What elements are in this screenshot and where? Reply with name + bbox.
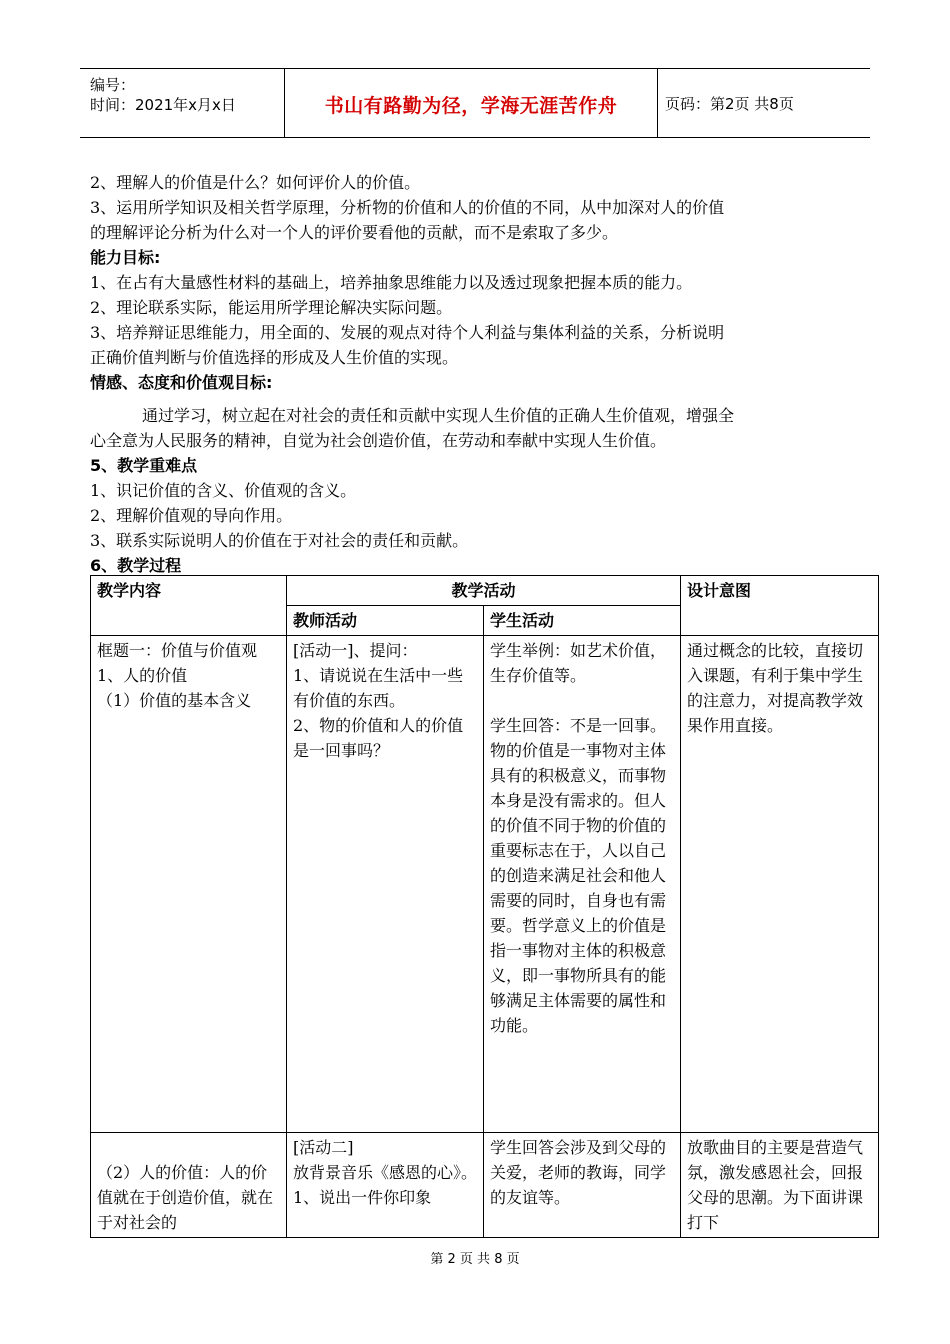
header-design-intent: 设计意图 (681, 576, 879, 636)
objective-line: 2、理解人的价值是什么？如何评价人的价值。 (90, 173, 421, 192)
table-header-row (91, 576, 879, 606)
header-motto-cell (284, 69, 658, 137)
header-page-cell (657, 69, 870, 137)
objective-line: 3、运用所学知识及相关哲学原理，分析物的价值和人的价值的不同，从中加深对人的价值 (90, 198, 725, 217)
intent-cell: 放歌曲目的主要是营造气氛，激发感恩社会，回报父母的思潮。为下面讲课打下 (681, 1133, 879, 1238)
time-label: 时间：2021年x月x日 (90, 96, 236, 114)
header-teaching-content: 教学内容 (91, 576, 287, 636)
page-footer: 第 2 页 共 8 页 (430, 1252, 520, 1267)
table-row (91, 636, 879, 1133)
header-student-activity: 学生活动 (484, 606, 681, 636)
key-point-line: 2、理解价值观的导向作用。 (90, 506, 293, 525)
process-heading: 6、教学过程 (90, 556, 182, 575)
number-label: 编号： (90, 76, 136, 94)
table-row (91, 1133, 879, 1238)
header-teaching-activity: 教学活动 (287, 576, 681, 606)
objective-line: 的理解评论分析为什么对一个人的评价要看他的贡献，而不是索取了多少。 (90, 223, 619, 242)
header-meta (80, 69, 284, 137)
teacher-cell: [活动一]、提问： 1、请说说在生活中一些有价值的东西。 2、物的价值和人的价值是一回事吗？ (287, 636, 484, 1133)
intent-cell: 通过概念的比较，直接切入课题，有利于集中学生的注意力，对提高教学效果作用直接。 (681, 636, 879, 1133)
key-point-line: 1、识记价值的含义、价值观的含义。 (90, 481, 357, 500)
emotion-line: 通过学习，树立起在对社会的责任和贡献中实现人生价值的正确人生价值观，增强全 (142, 406, 735, 425)
content-cell: 框题一：价值与价值观 1、人的价值 （1）价值的基本含义 (91, 636, 287, 1133)
key-points-heading: 5、教学重难点 (90, 456, 198, 475)
page-info: 页码：第2页 共8页 (665, 95, 794, 113)
content-text: （2）人的价值：人的价值就在于创造价值，就在于对社会的 (97, 1163, 274, 1232)
ability-line: 1、在占有大量感性材料的基础上，培养抽象思维能力以及透过现象把握本质的能力。 (90, 273, 693, 292)
ability-line: 2、理论联系实际，能运用所学理论解决实际问题。 (90, 298, 453, 317)
student-cell: 学生回答会涉及到父母的关爱，老师的教诲，同学的友谊等。 (484, 1133, 681, 1238)
header-teacher-activity: 教师活动 (287, 606, 484, 636)
student-cell (484, 636, 681, 1133)
emotion-line: 心全意为人民服务的精神，自觉为社会创造价值，在劳动和奉献中实现人生价值。 (90, 431, 667, 450)
teacher-cell: [活动二] 放背景音乐《感恩的心》。 1、说出一件你印象 (287, 1133, 484, 1238)
teaching-process-table (90, 575, 879, 1238)
student-answer: 学生回答：不是一回事。物的价值是一事物对主体具有的积极意义，而事物本身是没有需求的。但人的价值不同于物的价值的重要标志在于，人以自己的创造来满足社会和他人需要的同时，自身也有需要。哲学意义上的价值是指一事物对主体的积极意义，即一事物所具有的能够满足主体需要的属性和功能。 (490, 716, 667, 1035)
ability-line: 正确价值判断与价值选择的形成及人生价值的实现。 (90, 348, 459, 367)
ability-line: 3、培养辩证思维能力，用全面的、发展的观点对待个人利益与集体利益的关系，分析说明 (90, 323, 725, 342)
document-body (90, 170, 880, 578)
student-example: 学生举例：如艺术价值，生存价值等。 (490, 641, 667, 685)
ability-heading: 能力目标: (90, 248, 161, 267)
key-point-line: 3、联系实际说明人的价值在于对社会的责任和贡献。 (90, 531, 469, 550)
content-cell (91, 1133, 287, 1238)
emotion-heading: 情感、态度和价值观目标: (90, 373, 273, 392)
motto: 书山有路勤为径，学海无涯苦作舟 (324, 95, 618, 117)
page-header (80, 68, 870, 138)
